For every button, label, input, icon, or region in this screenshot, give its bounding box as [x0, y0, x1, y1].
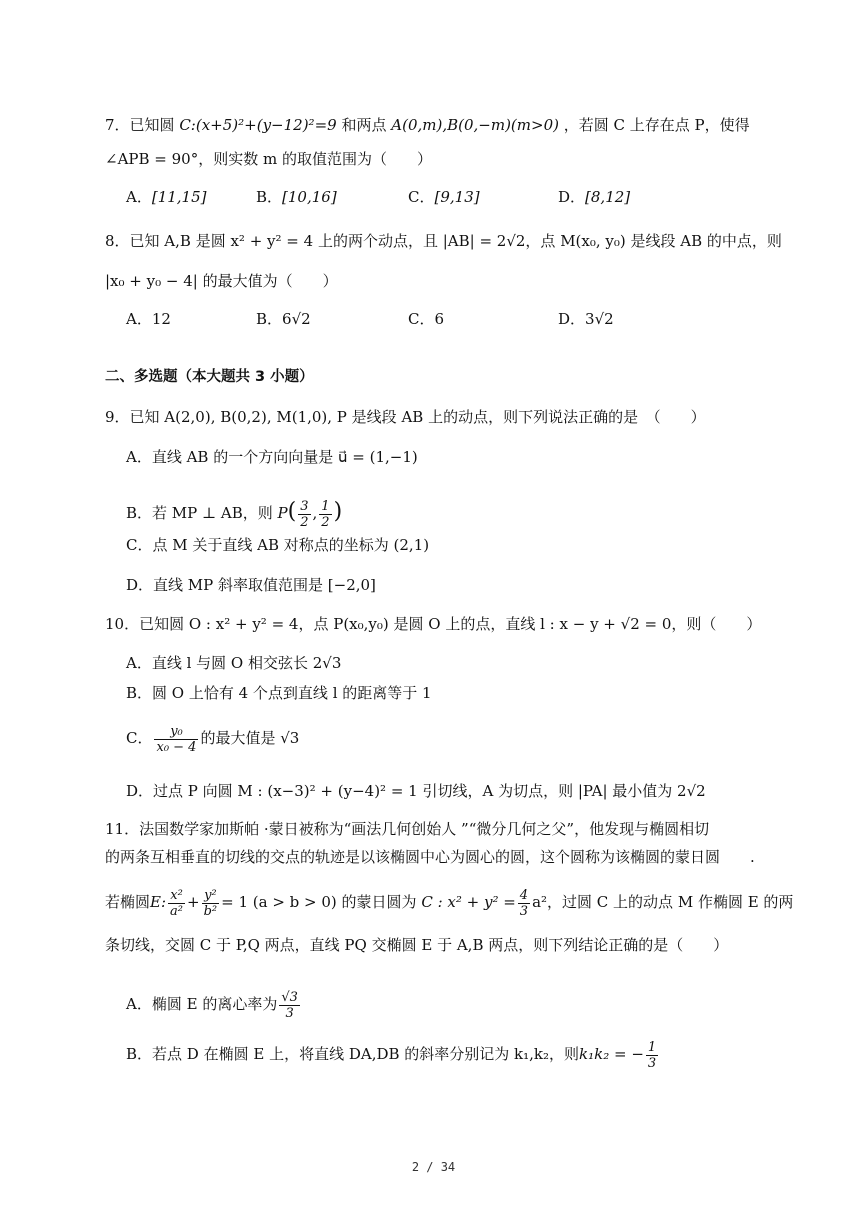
q11-a-text: A．椭圆 E 的离心率为	[126, 995, 278, 1013]
q10-c-text: 的最大值是 √3	[200, 729, 300, 747]
q11-frac-43: $\frac{4}{3}$	[519, 887, 529, 919]
q11-a-frac: $\frac{√3}{3}$	[281, 989, 298, 1021]
q9-b-frac1: $\frac{3}{2}$	[300, 498, 309, 530]
q11-option-a[interactable]	[126, 984, 807, 1024]
q11-b-frac: $\frac{1}{3}$	[647, 1039, 657, 1071]
q8-option-c[interactable]: C．6	[408, 310, 445, 328]
q9-option-d[interactable]: D．直线 MP 斜率取值范围是 [−2,0]	[126, 576, 376, 594]
q10-c-label: C．	[126, 729, 153, 747]
q9-b-text: B．若 MP ⊥ AB，则	[126, 504, 273, 522]
q11-circle-eq: C : x² + y² =	[421, 893, 516, 911]
q7-line1	[105, 114, 807, 136]
q8-option-a[interactable]: A．12	[126, 310, 171, 328]
q9-option-c[interactable]: C．点 M 关于直线 AB 对称点的坐标为 (2,1)	[126, 536, 430, 554]
q11-line4: 条切线，交圆 C 于 P,Q 两点，直线 PQ 交椭圆 E 于 A,B 两点，则下列结论正确的是（ ）	[105, 936, 729, 954]
q11-frac-x: $\frac{\text{x²}}{\text{a²}}$	[170, 887, 183, 919]
q11-line3: 若椭圆E: $\frac{\text{x²}}{\text{a²}}$ + $\frac{\text{y²}}{\text{b²}}$ = 1 (a > b > 0) 的蒙日圆为 C : x² + y² = $\frac{4}{3}$ a²，过圆 C 上的动点 M 作椭圆 E 的两	[105, 887, 794, 919]
q7-option-b[interactable]: B．[10,16]	[256, 188, 337, 206]
q9-b-point: P	[277, 504, 288, 522]
q8-option-b[interactable]: B．6√2	[256, 310, 311, 328]
q11-l3-post: a²，过圆 C 上的动点 M 作椭圆 E 的两	[532, 893, 794, 911]
q11-line1: 11．法国数学家加斯帕 ·蒙日被称为“画法几何创始人 ”“微分几何之父”，他发现与椭圆相切	[105, 820, 710, 838]
q11-b-k: k₁k₂ = −	[579, 1045, 644, 1063]
q7-option-d[interactable]: D．[8,12]	[558, 188, 631, 206]
q11-l3-mid: = 1 (a > b > 0) 的蒙日圆为	[221, 893, 417, 911]
q11-ellipse-label: E:	[150, 893, 167, 911]
q10-option-a[interactable]: A．直线 l 与圆 O 相交弦长 2√3	[126, 654, 342, 672]
q10-option-d[interactable]: D．过点 P 向圆 M : (x−3)² + (y−4)² = 1 引切线，A 为切点，则 |PA| 最小值为 2√2	[126, 782, 706, 800]
q7-options	[126, 186, 807, 210]
q8-options	[126, 308, 807, 332]
q9-stem: 9．已知 A(2,0), B(0,2), M(1,0), P 是线段 AB 上的动点，则下列说法正确的是 （ ）	[105, 408, 706, 426]
q8-option-d[interactable]: D．3√2	[558, 310, 614, 328]
q9-b-frac2: $\frac{1}{2}$	[321, 498, 330, 530]
q10-c-frac: $\frac{\text{y₀}}{\text{x₀ − 4}}$	[156, 723, 197, 755]
q10-option-c[interactable]	[126, 718, 807, 758]
q8-line1: 8．已知 A,B 是圆 x² + y² = 4 上的两个动点，且 |AB| = 2√2，点 M(x₀, y₀) 是线段 AB 的中点，则	[105, 232, 782, 250]
q7-text-c: ，若圆 C 上存在点 P，使得	[563, 116, 750, 134]
q7-option-c[interactable]: C．[9,13]	[408, 188, 480, 206]
q8-line2: |x₀ + y₀ − 4| 的最大值为（ ）	[105, 272, 338, 290]
q10-option-b[interactable]: B．圆 O 上恰有 4 个点到直线 l 的距离等于 1	[126, 684, 432, 702]
q11-option-b[interactable]	[126, 1034, 807, 1074]
q10-stem: 10．已知圆 O : x² + y² = 4，点 P(x₀,y₀) 是圆 O 上的点，直线 l : x − y + √2 = 0，则（ ）	[105, 615, 762, 633]
q7-line2: ∠APB = 90°，则实数 m 的取值范围为（ ）	[105, 150, 432, 168]
q11-frac-y: $\frac{\text{y²}}{\text{b²}}$	[203, 887, 218, 919]
q9-option-b[interactable]: B．若 MP ⊥ AB，则 P( $\frac{3}{2}$ , $\frac{1}{2}$ )	[126, 498, 343, 530]
q7-text-b: 和两点	[341, 116, 387, 134]
q7-formula-circle: C:(x+5)²+(y−12)²=9	[179, 116, 337, 134]
q7-formula-points: A(0,m),B(0,−m)(m>0)	[391, 116, 559, 134]
q11-line2: 的两条互相垂直的切线的交点的轨迹是以该椭圆中心为圆心的圆，这个圆称为该椭圆的蒙日圆 .	[105, 848, 755, 866]
section-heading: 二、多选题（本大题共 3 小题）	[105, 369, 314, 385]
q7-text: 7．已知圆	[105, 116, 175, 134]
q11-l3-pre: 若椭圆	[105, 893, 151, 911]
q9-option-a[interactable]: A．直线 AB 的一个方向向量是 u⃗ = (1,−1)	[126, 448, 418, 466]
page-number: 2 / 34	[411, 1160, 456, 1174]
q7-option-a[interactable]: A．[11,15]	[126, 188, 207, 206]
q11-b-text: B．若点 D 在椭圆 E 上，将直线 DA,DB 的斜率分别记为 k₁,k₂，则	[126, 1045, 580, 1063]
